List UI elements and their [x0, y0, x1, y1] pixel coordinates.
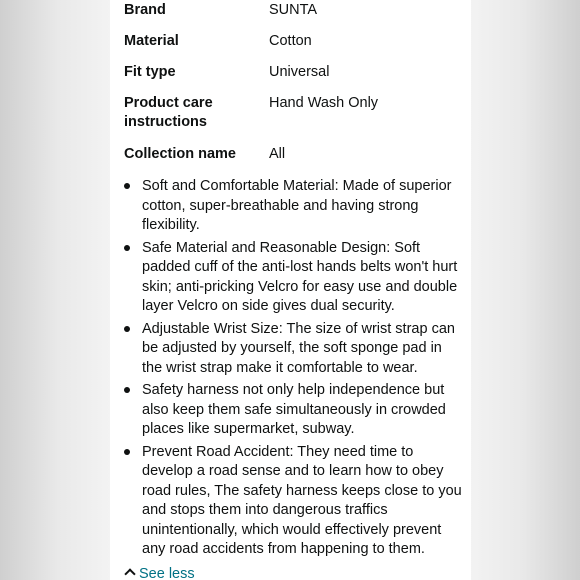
product-specs-table [124, 0, 469, 164]
spec-row-brand [124, 0, 469, 31]
bullet-icon [124, 326, 130, 332]
list-item [124, 239, 464, 317]
spec-row-material [124, 31, 469, 62]
list-item [124, 177, 464, 236]
list-item [124, 381, 464, 440]
spec-row-collection-name [124, 144, 469, 164]
product-details-panel [110, 0, 471, 580]
bullet-icon [124, 245, 130, 251]
spec-label: Fit type [124, 64, 176, 80]
bullet-icon [124, 449, 130, 455]
spec-value: SUNTA [269, 2, 318, 18]
list-item [124, 320, 464, 379]
spec-value: Universal [269, 64, 330, 80]
spec-row-care-instructions [124, 93, 469, 144]
see-less-link[interactable] [124, 565, 195, 580]
feature-text: Soft and Comfortable Material: Made of superior cotton, super-breathable and having strong flexibility. [142, 178, 452, 233]
feature-text: Adjustable Wrist Size: The size of wrist strap can be adjusted by yourself, the soft sponge pad in the wrist strap make it comfortable to wear. [142, 320, 455, 376]
bullet-icon [124, 387, 130, 393]
about-this-item-list [124, 177, 464, 563]
spec-value: Cotton [269, 33, 312, 49]
chevron-up-icon [124, 568, 135, 579]
feature-text: Prevent Road Accident: They need time to develop a road sense and to learn how to obey road rules, The safety harness keeps close to you and stops them into dangerous traffics unintentionally, which would effectively prevent any road accidents from happening to them. [142, 443, 462, 557]
feature-text: Safe Material and Reasonable Design: Soft padded cuff of the anti-lost hands belts won't hurt skin; anti-pricking Velcro for easy use and double layer Velcro on side gives dual security. [142, 239, 458, 314]
spec-row-fit-type [124, 62, 469, 93]
spec-value: Hand Wash Only [269, 95, 379, 111]
spec-label: Brand [124, 2, 166, 18]
spec-label: Material [124, 33, 179, 49]
spec-label: Product care instructions [124, 95, 213, 130]
feature-text: Safety harness not only help independence but also keep them safe simultaneously in crowded places like supermarket, subway. [142, 382, 446, 437]
see-less-label: See less [139, 566, 195, 580]
spec-value: All [269, 146, 286, 162]
list-item [124, 443, 464, 560]
spec-label: Collection name [124, 146, 236, 162]
bullet-icon [124, 183, 130, 189]
